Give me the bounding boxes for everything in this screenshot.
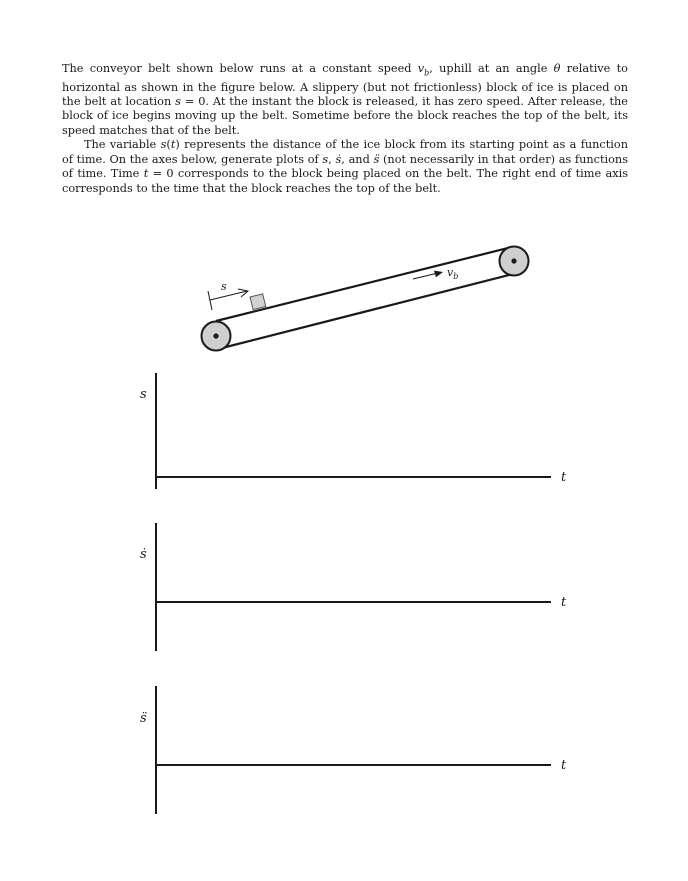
belt-velocity-symbol: v: [447, 266, 454, 279]
upper-pulley-axle: [511, 258, 516, 263]
paragraph-2-text: (: [166, 138, 171, 152]
s-dimension-label: s: [221, 280, 227, 293]
paragraph-2-math: ṡ: [335, 152, 342, 166]
paragraph-1-text: The conveyor belt shown below runs at a constant speed: [62, 62, 418, 75]
axes-s-vs-t: [140, 373, 567, 489]
paragraph-2-text: ,: [328, 152, 336, 166]
paragraph-1-text: , uphill at an angle: [429, 62, 554, 75]
axes-sddot-vs-t: [140, 686, 567, 814]
ice-block: [250, 294, 266, 310]
lower-pulley-axle: [213, 333, 218, 338]
paragraph-1-math: v: [417, 62, 425, 75]
belt-velocity-arrowhead: [434, 271, 443, 278]
paragraph-1-math-subscript: b: [424, 68, 430, 78]
s-dimension-line: [210, 291, 247, 300]
paragraph-2-math: t: [170, 138, 176, 152]
axis-sddot-x-label: t: [561, 758, 567, 773]
axis-s-x-label: t: [561, 470, 567, 485]
paragraph-1-text: relative to horizontal as shown in the figure below. A slippery (but not frictionless) block of ice is placed on the belt at location: [62, 62, 628, 109]
belt-velocity-arrow: [413, 273, 438, 279]
paragraph-2-text: ) represents the distance of the ice block from its starting point as a function of time. On the axes below, generate plots of: [62, 138, 628, 166]
paragraph-2-text: = 0 corresponds to the block being placed on the belt. The right end of time axis corresponds to the time that the block reaches the top of the belt.: [62, 167, 628, 195]
belt-velocity-subscript: b: [453, 272, 459, 281]
belt-top-edge: [216, 247, 512, 321]
paragraph-2-text: (not necessarily in that order) as functions of time. Time: [62, 152, 628, 181]
conveyor-belt-diagram: [202, 247, 529, 351]
belt-bottom-edge: [222, 273, 517, 348]
paragraph-1-math: θ: [553, 62, 561, 75]
belt-velocity-label: [447, 266, 458, 281]
paragraph-2-math: s: [322, 152, 329, 166]
axes-sdot-vs-t: [140, 523, 567, 651]
paragraph-2-text: The variable: [84, 138, 161, 152]
axis-s-y-label: s: [140, 387, 147, 402]
paragraph-1-math: s: [175, 95, 181, 109]
paragraph-2-text: , and: [341, 152, 374, 166]
paragraph-2-math: t: [143, 167, 149, 181]
axis-sddot-y-label: s̈: [140, 711, 147, 726]
paragraph-1-text: = 0. At the instant the block is released, it has zero speed. After release, the block of ice begins moving up the belt. Sometime before the block reaches the top of the belt, its speed matches that of the belt.: [62, 95, 628, 137]
paragraph-2-math: s̈: [373, 152, 380, 166]
axis-sdot-y-label: ṡ: [140, 547, 147, 562]
paragraph-2-math: s: [160, 138, 167, 152]
s-dimension-start-tick: [208, 291, 212, 310]
axis-sdot-x-label: t: [561, 595, 567, 610]
